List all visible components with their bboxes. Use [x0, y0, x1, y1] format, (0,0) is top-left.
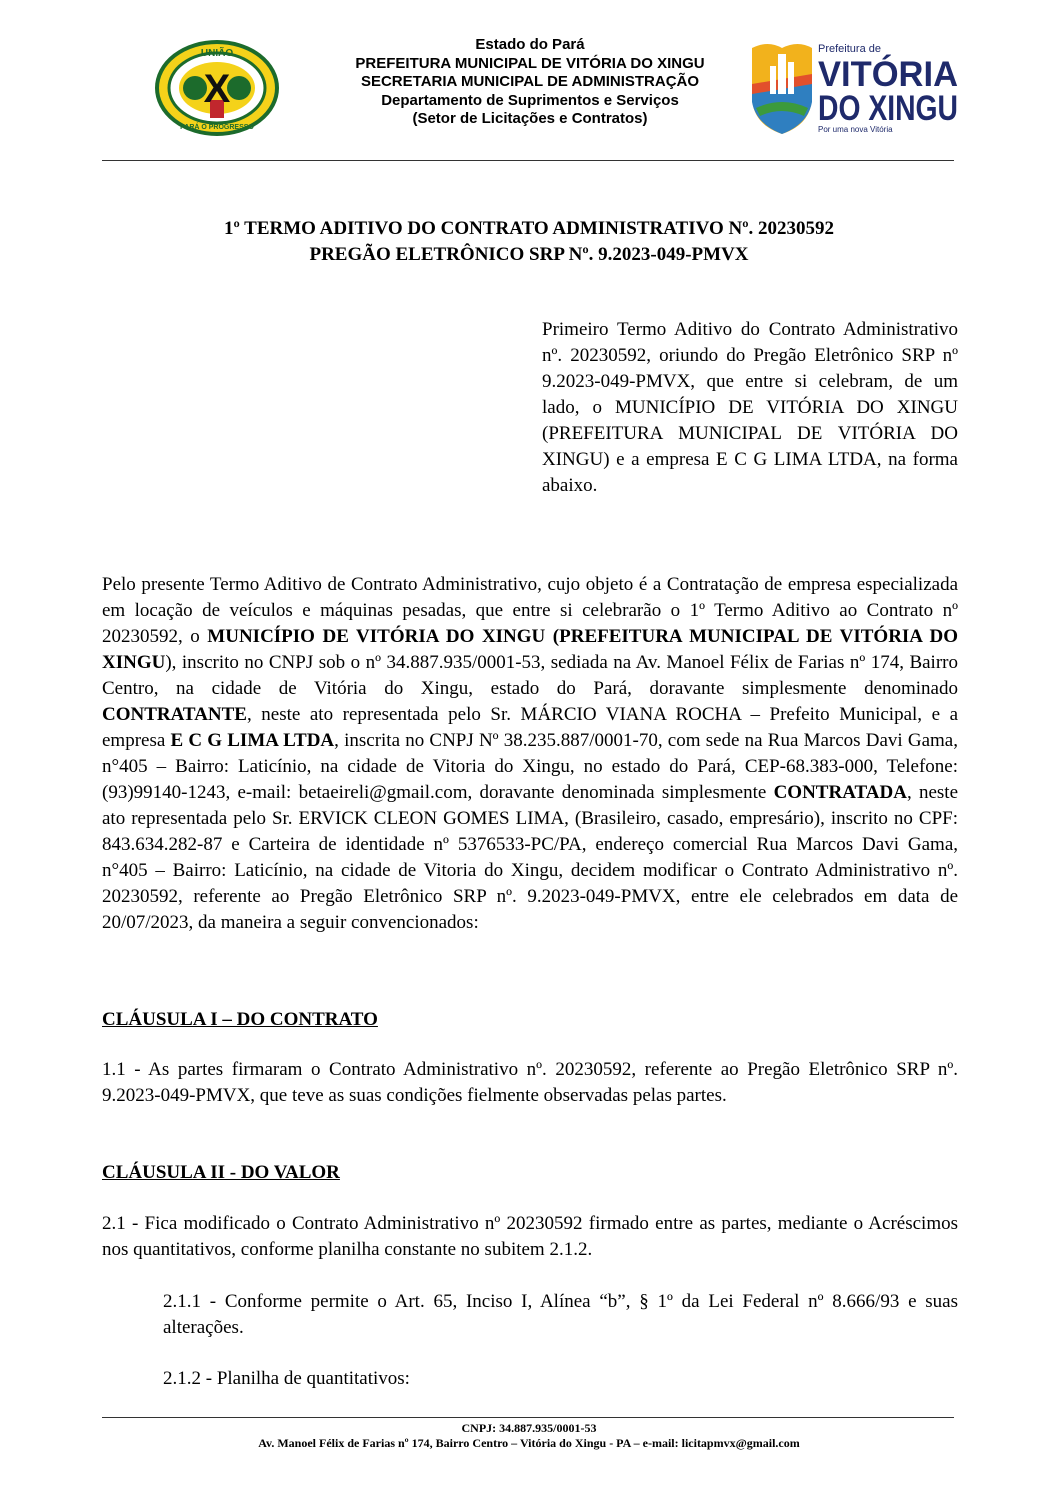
- header-divider: [102, 160, 954, 161]
- seal-letter: X: [203, 67, 231, 111]
- header-state: Estado do Pará: [475, 36, 585, 53]
- logo-name-line1: VITÓRIA: [818, 55, 960, 94]
- preamble-text-1: Pelo presente Termo Aditivo de Contrato Administrativo, cujo objeto é a Contratação de empresa especializada em locação de veículos e máquinas pesadas, que entre si celebrarão o 1º Termo Aditivo ao Contrato nº 20230592, o: [102, 574, 958, 647]
- preamble-contratada-name: E C G LIMA LTDA: [170, 730, 335, 751]
- municipal-seal-icon: [155, 36, 279, 136]
- vitoria-do-xingu-logo-icon: [748, 40, 960, 136]
- preamble-text-4: , inscrita no CNPJ Nº 38.235.887/0001-70, com sede na Rua Marcos Davi Gama, n°405 – Bairro: Laticínio, na cidade de Vitoria do Xingu, no estado do Pará, CEP-68.383-000, Telefone: (93)99140-1243, e-mail: betaeireli@gmail.com, doravante denominada simplesmente: [102, 730, 958, 803]
- seal-top-text: UNIÃO: [200, 48, 234, 59]
- footer-divider: [102, 1417, 954, 1418]
- clause-1-heading: CLÁUSULA I – DO CONTRATO: [102, 1009, 378, 1030]
- footer-address: Av. Manoel Félix de Farias nº 174, Bairro Centro – Vitória do Xingu - PA – e-mail: licitapmvx@gmail.com: [258, 1436, 800, 1450]
- preamble-text-5: , neste ato representada pelo Sr. ERVICK CLEON GOMES LIMA, (Brasileiro, casado, empresário), inscrito no CPF: 843.634.282-87 e Carteira de identidade nº 5376533-PC/PA, endereço comercial Rua Marcos Davi Gama, n°405 – Bairro: Laticínio, na cidade de Vitoria do Xingu, decidem modificar o Contrato Administrativo nº. 20230592, referente ao Pregão Eletrônico SRP nº. 9.2023-049-PMVX, entre ele celebrados em data de 20/07/2023, da maneira a seguir convencionados:: [102, 782, 958, 933]
- letterhead: [290, 36, 770, 129]
- preamble-contratante-name: MUNICÍPIO DE VITÓRIA DO XINGU (PREFEITURA MUNICIPAL DE VITÓRIA DO XINGU: [102, 626, 959, 673]
- footer: [102, 1421, 956, 1451]
- seal-bottom-text: PARÁ O PROGRESSO: [180, 124, 254, 131]
- document-title: [102, 216, 956, 268]
- clause-2-1-paragraph: 2.1 - Fica modificado o Contrato Administrativo nº 20230592 firmado entre as partes, mediante o Acréscimos nos quantitativos, conforme planilha constante no subitem 2.1.2.: [102, 1213, 958, 1260]
- preamble-contratante-label: CONTRATANTE: [102, 704, 247, 725]
- clause-2-1-2-paragraph: 2.1.2 - Planilha de quantitativos:: [163, 1368, 410, 1389]
- preamble-text-3: , neste ato representada pelo Sr. MÁRCIO VIANA ROCHA – Prefeito Municipal, e a empresa: [102, 704, 958, 751]
- logo-tagline: Por uma nova Vitória: [818, 125, 893, 134]
- preamble-text-2: ), inscrito no CNPJ sob o nº 34.887.935/0001-53, sediada na Av. Manoel Félix de Farias nº 174, Bairro Centro, na cidade de Vitória do Xingu, estado do Pará, doravante simplesmente denominado: [102, 652, 958, 699]
- preamble-contratada-label: CONTRATADA: [773, 782, 907, 803]
- clause-1-1-paragraph: 1.1 - As partes firmaram o Contrato Administrativo nº. 20230592, referente ao Pregão Eletrônico SRP nº. 9.2023-049-PMVX, que teve as suas condições fielmente observadas pelas partes.: [102, 1059, 958, 1106]
- clause-2-heading: CLÁUSULA II - DO VALOR: [102, 1162, 340, 1183]
- header-prefeitura: PREFEITURA MUNICIPAL DE VITÓRIA DO XINGU: [355, 54, 705, 72]
- header-setor: (Setor de Licitações e Contratos): [412, 110, 648, 127]
- title-line1: 1º TERMO ADITIVO DO CONTRATO ADMINISTRATIVO Nº. 20230592: [223, 218, 834, 239]
- header-secretaria: SECRETARIA MUNICIPAL DE ADMINISTRAÇÃO: [360, 73, 700, 90]
- logo-name-line2: DO XINGU: [818, 89, 958, 128]
- title-line2: PREGÃO ELETRÔNICO SRP Nº. 9.2023-049-PMVX: [309, 244, 749, 265]
- footer-cnpj: CNPJ: 34.887.935/0001-53: [461, 1421, 597, 1435]
- clause-2-1-1-paragraph: 2.1.1 - Conforme permite o Art. 65, Inciso I, Alínea “b”, § 1º da Lei Federal nº 8.666/93 e suas alterações.: [163, 1291, 958, 1338]
- logo-small-text: Prefeitura de: [818, 43, 881, 55]
- summary-paragraph: Primeiro Termo Aditivo do Contrato Administrativo nº. 20230592, oriundo do Pregão Eletrônico SRP nº 9.2023-049-PMVX, que entre si celebram, de um lado, o MUNICÍPIO DE VITÓRIA DO XINGU (PREFEITURA MUNICIPAL DE VITÓRIA DO XINGU) e a empresa E C G LIMA LTDA, na forma abaixo.: [542, 319, 958, 496]
- header-departamento: Departamento de Suprimentos e Serviços: [381, 91, 679, 109]
- preamble-paragraph: [102, 572, 958, 936]
